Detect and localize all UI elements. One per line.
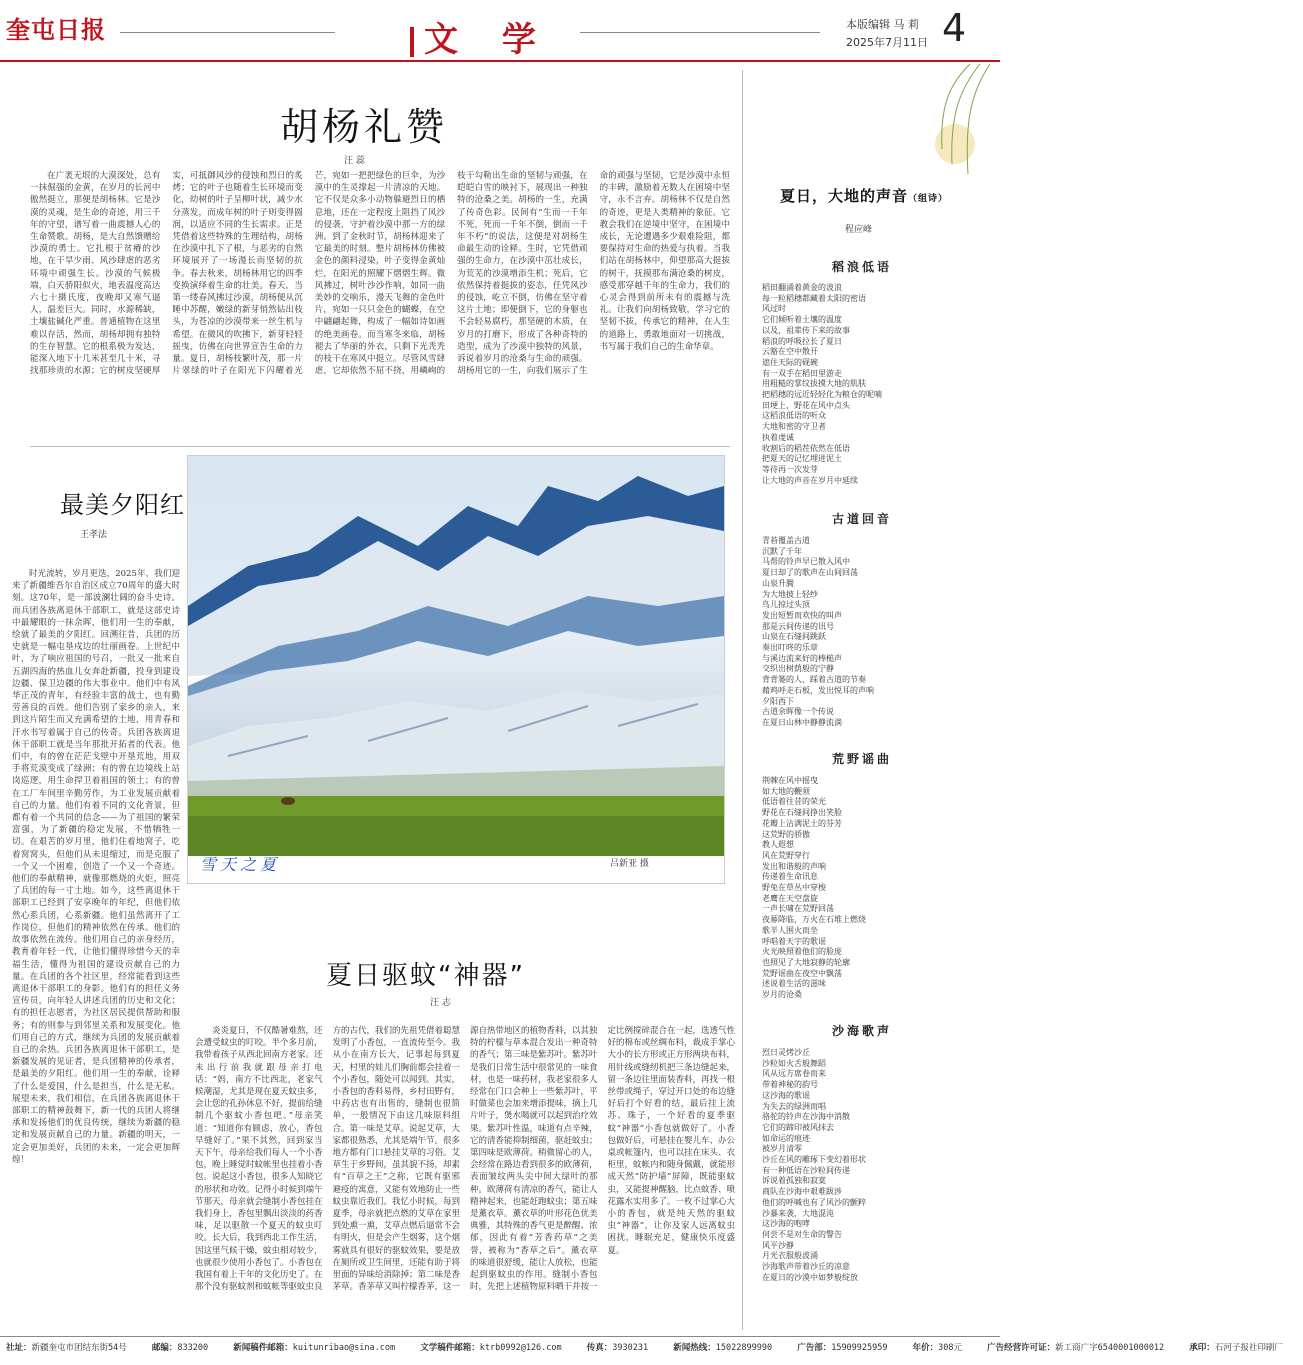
footer-key: 社址： <box>6 1343 32 1353</box>
poem4-lines <box>762 1048 866 1283</box>
article1-bottom-rule <box>30 446 730 447</box>
poem1-line: 让大地的声音在岁月中延续 <box>762 475 858 485</box>
poem2-line: 夕阳西下 <box>762 696 794 706</box>
poem2-line: 古道余晖像一个传说 <box>762 707 834 717</box>
poems-subtitle: （组诗） <box>908 194 949 204</box>
poem4-line: 骆驼的铃声在沙海中消散 <box>762 1112 850 1122</box>
section-label: 文 学 <box>424 20 552 60</box>
poem4-line: 有一种低语在沙粒间传递 <box>762 1165 850 1175</box>
poem3-line: 风在荒野穿行 <box>762 850 810 860</box>
editor-credit: 本版编辑 马 莉 <box>846 18 919 31</box>
poem1-line: 把稻穗的远近轻轻化为粮仓的呢喃 <box>762 390 882 400</box>
poems-title <box>780 185 948 206</box>
footer-item <box>420 1343 571 1353</box>
poem3-line: 歌半人围火而坐 <box>762 925 818 935</box>
poem2-line: 山泉在石缝间跳跃 <box>762 632 826 642</box>
poem2-line: 那是云间传递的讯号 <box>762 621 834 631</box>
poem3-line: 老鹰在天空盘旋 <box>762 893 818 903</box>
poem4-line: 它们的蹄印被风抹去 <box>762 1122 834 1132</box>
footer-item <box>673 1343 782 1353</box>
poem1-line: 风过时 <box>762 304 786 314</box>
article2-text: 时光流转，岁月更迭，2025年，我们迎来了新疆维吾尔自治区成立70周年的盛大时刻。这70年，是一部波澜壮阔的奋斗史诗。而兵团各族离退休干部职工，就是这部史诗中最耀眼的一抹余晖，他们用一生的奉献，绘就了最美的夕阳红。回溯往昔，兵团的历史就是一幅屯垦戍边的壮丽画卷。上世纪中叶，为了响应祖国的号召，一批又一批来自五湖四海的热血儿女奔赴新疆，投身到建设边疆、保卫边疆的伟大事业中。他们中有风华正茂的青年，有经验丰富的战士，也有勤劳善良的百姓。他们告别了家乡的亲人，来到这片陌生而又充满希望的土地，用青春和汗水书写着属于自己的传奇。兵团各族离退休干部职工就是当年那批开拓者的代表。他们中，有的曾在茫茫戈壁中开垦荒地，用双手将荒漠变成了绿洲；有的曾在边境线上站岗巡逻，用生命捍卫着祖国的领土；有的曾在工厂车间里辛勤劳作，为工业发展贡献着自己的力量。他们有着不同的文化背景，但都有着一个共同的信念——为了祖国的繁荣富强，为了新疆的稳定发展，不惜牺牲一切。在艰苦的岁月里，他们住着地窝子，吃着窝窝头，但他们从未退缩过，而是克服了一个又一个困难，创造了一个又一个奇迹。他们的奉献精神，就像那燃烧的火炬，照亮了兵团的每一寸土地。如今，这些离退休干部职工已经到了安享晚年的年纪，但他们依然心系兵团，心系新疆。他们虽然离开了工作岗位，但他们的精神依然在传承。他们的故事依然在流传。他们用自己的亲身经历，教育着年轻一代，让他们懂得珍惜今天的幸福生活，懂得为祖国的建设贡献自己的力量。在兵团的各个社区里，经常能看到这些离退休干部职工的身影。他们有的担任义务宣传员，向年轻人讲述兵团的历史和文化；有的担任志愿者，为社区居民提供帮助和服务；有的则参与到邻里关系和发展变化。他们用自己的方式，继续为兵团的发展贡献着自己的余热。兵团各族离退休干部职工，是新疆发展的见证者，是兵团精神的传承者，是最美的夕阳红。他们用一生的奉献，诠释了什么是爱国，什么是担当，什么是无私。展望未来，我们相信，在兵团各族离退休干部职工的精神鼓舞下，新一代的兵团人将继承和发扬他们的优良传统，继续为新疆的稳定和发展贡献自己的力量。新疆的明天，一定会更加美好，兵团的未来，一定会更加辉煌！ <box>12 569 180 1165</box>
poem4-line: 这沙海的咆哮 <box>762 1219 810 1229</box>
poem1-line: 它们倾听着土壤的温度 <box>762 315 842 325</box>
poem2-line: 鸟儿掠过头顶 <box>762 600 810 610</box>
footer-item <box>1189 1343 1293 1353</box>
poem1-line: 每一粒稻穗都藏着太阳的密语 <box>762 293 866 303</box>
poem3-heading: 荒野谣曲 <box>832 752 893 766</box>
footer-value: 15909925959 <box>831 1343 888 1353</box>
footer-key: 承印： <box>1189 1343 1215 1353</box>
footer-item <box>913 1343 972 1353</box>
masthead-logo: 奎屯日报 <box>6 16 106 44</box>
footer-value: 3930231 <box>612 1343 649 1353</box>
footer-key: 新闻稿件邮箱： <box>233 1343 293 1353</box>
footer-item <box>233 1343 405 1353</box>
poem4-line: 风平沙静 <box>762 1240 794 1250</box>
poem-column-divider <box>742 70 743 1330</box>
poem1-heading: 稻浪低语 <box>832 260 893 274</box>
section-title <box>410 12 560 60</box>
poem3-line: 发出和谐般的声响 <box>762 861 826 871</box>
poem2-line: 与溪边流来好的棒槌声 <box>762 653 842 663</box>
snow-mountain-image <box>188 456 724 883</box>
poem1-line: 田埂上，野花在风中点头 <box>762 400 850 410</box>
article2-title: 最美夕阳红 <box>60 491 185 519</box>
poem2-lines <box>762 536 874 729</box>
footer-value: 新疆奎屯市团结东街54号 <box>31 1343 127 1353</box>
poem2-line: 藉鸡呼走石板，发出悦耳的声响 <box>762 685 874 695</box>
poem2-line: 交织出树荫般的宁静 <box>762 664 834 674</box>
poem3-line: 呼唱着天宇的歌谣 <box>762 936 826 946</box>
photo-title: 雪天之夏 <box>200 855 281 874</box>
poem1-line: 遮住天际的砚碗 <box>762 357 818 367</box>
poem1-line: 把夏天的记忆埋进泥土 <box>762 454 842 464</box>
footer-info <box>6 1341 1283 1353</box>
poem1-lines <box>762 283 882 486</box>
footer-key: 广告经营许可证： <box>987 1343 1056 1353</box>
footer-key: 新闻热线： <box>673 1343 716 1353</box>
poem2-line: 沉默了千年 <box>762 546 802 556</box>
article3-author: 汪 志 <box>430 998 451 1008</box>
poem1-line: 收割后的稻茬依然在低语 <box>762 443 850 453</box>
poem4-line: 他们的呼喊也有了风沙的颤粹 <box>762 1197 866 1207</box>
footer-value: 石河子报社印刷厂 <box>1214 1343 1283 1353</box>
article2-body <box>12 568 180 1330</box>
article1-author: 汪 蕊 <box>344 156 365 166</box>
poem4-line: 商队在沙海中艰难跋涉 <box>762 1187 842 1197</box>
footer-value: ktrb0992@126.com <box>479 1343 562 1353</box>
poem3-line: 传递着生命讯息 <box>762 872 818 882</box>
footer-item <box>987 1343 1174 1353</box>
poem3-line: 夜幕降临，万火在石堆上燃烧 <box>762 915 866 925</box>
footer-item <box>6 1343 137 1353</box>
poem1-line: 等待再一次发芽 <box>762 464 818 474</box>
photo-credit: 吕新亚 摄 <box>610 859 649 869</box>
footer-key: 广告部： <box>797 1343 832 1353</box>
poems-title-text: 夏日，大地的声音 <box>780 187 909 205</box>
poem3-line: 低语着往昔的荣光 <box>762 797 826 807</box>
poem4-line: 月光衣服般波涌 <box>762 1251 818 1261</box>
poem4-line: 沙粒如火舌般舞蹈 <box>762 1058 826 1068</box>
poem4-line: 烈日灵烤沙丘 <box>762 1048 810 1057</box>
poem1-line: 以及，祖辈传下来的故事 <box>762 325 850 335</box>
poem4-line: 带着神秘的韵号 <box>762 1080 818 1090</box>
article1-text: 在广袤无垠的大漠深处，总有一抹倔强的金黄，在岁月的长河中傲然挺立，那便是胡杨林。它是沙漠的灵魂，是生命的奇迹，用三千年的守望，谱写着一曲震撼人心的生命赞歌。胡杨，是大自然馈赠给沙漠的勇士。它扎根于贫瘠的沙地，在干旱少雨、风沙肆虐的恶劣环境中顽强生长。沙漠的气候极端，白天骄阳似火，地表温度高达六七十摄氏度，夜晚却又寒气逼人，温差巨大。同时，水源稀缺，土壤盐碱化严重。普通植物在这里难以存活，然而，胡杨却拥有独特的生存智慧。它的根系极为发达，能深入地下十几米甚至几十米，寻找那珍贵的水源；它的树皮坚硬厚实，可抵御风沙的侵蚀和烈日的炙烤；它的叶子也随着生长环境而变化，幼树的叶子呈柳叶状，减少水分蒸发，而成年树的叶子则变得圆润，以适应不同的生长需求。正是凭借着这些特殊的生理结构，胡杨在沙漠中扎下了根，与恶劣的自然环境展开了一场漫长而坚韧的抗争。春去秋来，胡杨林用它的四季变换演绎着生命的壮美。春天，当第一缕春风拂过沙漠，胡杨便从沉睡中苏醒，嫩绿的新芽悄然钻出枝头，为苍凉的沙漠带来一丝生机与希望。在微风的吹拂下，新芽轻轻摇曳，仿佛在向世界宣告生命的力量。夏日，胡杨枝繁叶茂，那一片片翠绿的叶子在阳光下闪耀着光芒，宛如一把把绿色的巨伞，为沙漠中的生灵撑起一片清凉的天地。它不仅是众多小动物躲避烈日的栖息地，还在一定程度上阻挡了风沙的侵袭，守护着沙漠中那一方的绿洲。到了金秋时节，胡杨林迎来了它最美的时刻。整片胡杨林仿佛被金色的颜料浸染，叶子变得金黄灿烂，在阳光的照耀下熠熠生辉。微风拂过，树叶沙沙作响，如同一曲美妙的交响乐，漫天飞舞的金色叶片，宛如一只只金色的蝴蝶，在空中翩翩起舞，构成了一幅如诗如画的绝美画卷。而当寒冬来临，胡杨褪去了华丽的外衣，只剩下光秃秃的枝干在寒风中挺立。尽管风雪肆虐，它却依然不屈不挠，用嶙峋的枝干勾勒出生命的坚韧与顽强，在皑皑白雪的映衬下，展现出一种独特的沧桑之美。胡杨的一生，充满了传奇色彩。民间有“生而一千年不死，死而一千年不倒，倒而一千年不朽”的说法，这便是对胡杨生命最生动的诠释。生时，它凭借顽强的生命力，在沙漠中茁壮成长，为荒芜的沙漠增添生机；死后，它依然保持着挺拔的姿态，任凭风沙的侵蚀，屹立不倒，仿佛在坚守着这片土地；即便倒下，它的身躯也不会轻易腐朽，那坚硬的木质，在岁月的打磨下，形成了各种奇特的造型，成为了沙漠中独特的风景，诉说着岁月的沧桑与生命的顽强。胡杨用它的一生，向我们展示了生命的顽强与坚韧，它是沙漠中永恒的丰碑，激励着无数人在困境中坚守，永不言弃。胡杨林不仅是自然的奇迹，更是人类精神的象征。它教会我们在逆境中坚守，在困境中成长，无论遭遇多少艰难险阻，都要保持对生命的热爱与执着。当我们站在胡杨林中，仰望那高大挺拔的树干，抚摸那布满沧桑的树皮，感受那穿越千年的生命力，我们的心灵会得到前所未有的震撼与洗礼。让我们向胡杨致敬，学习它的坚韧不拔，传承它的精神，在人生的道路上，勇敢地面对一切挑战，书写属于我们自己的生命华章。 <box>30 171 730 377</box>
poem4-line: 沙暴来袭，大地混沌 <box>762 1208 834 1218</box>
issue-date: 2025年7月11日 <box>846 36 928 49</box>
poem4-line: 被岁月清零 <box>762 1144 802 1154</box>
poem1-line: 稻浪的呼吸拉长了夏日 <box>762 336 842 346</box>
footer-value: 833200 <box>177 1343 209 1353</box>
poem3-line: 花瓣上沾满泥土的芬芳 <box>762 818 842 828</box>
page-number: 4 <box>942 6 967 50</box>
poem1-line: 执着虔诚 <box>762 432 794 442</box>
poem2-line: 背背篓的人，踩着古道的节奏 <box>762 675 866 685</box>
poem4-line: 为失去的绿洲而唱 <box>762 1101 826 1111</box>
poem3-line: 荒野谣曲在夜空中飘荡 <box>762 968 842 978</box>
poem4-line: 如命运的痕迹 <box>762 1133 810 1143</box>
article1-title: 胡杨礼赞 <box>280 105 449 149</box>
article3-title: 夏日驱蚊“神器” <box>326 961 525 991</box>
poem4-heading: 沙海歌声 <box>832 1024 893 1038</box>
poem2-line: 青苔覆盖古道 <box>762 536 810 545</box>
poem1-line: 有一双手在稻田里游走 <box>762 368 842 378</box>
footer-value: 新工商广字6540001000012 <box>1055 1343 1165 1353</box>
poem3-line: 如大地的鞭须 <box>762 786 810 796</box>
section-bar-icon <box>410 27 414 57</box>
poem1-line: 用粗糙的掌纹拔摸大地的肌肤 <box>762 379 866 389</box>
willow-decoration-icon <box>870 64 996 184</box>
footer-key: 邮编： <box>151 1343 178 1353</box>
footer-item <box>797 1343 897 1353</box>
poem2-line: 奏出叮咚的乐章 <box>762 643 818 653</box>
footer-item <box>587 1343 658 1353</box>
poem1-line: 大地和密的守卫者 <box>762 422 826 432</box>
poem3-line: 也照见了大地寂静的轮廓 <box>762 957 850 967</box>
footer-value: 15022899990 <box>715 1343 773 1353</box>
header-divider-right <box>580 32 820 33</box>
header-rule <box>0 60 1000 62</box>
poem2-line: 夏日却了的歌声在山间回荡 <box>762 568 858 578</box>
article3-text: 炎炎夏日，不仅酷暑难熬，还会遭受蚊虫的叮咬。半个多月前，我带着孩子从西北回南方老家。还未出行前我就跟母亲打电话：“妈，南方不比西北，老家气候潮湿，尤其是现在夏天蚊虫多，会让您的孔孙休息不好，提前给缝制几个驱蚊小香包吧。”母亲笑道：“知道你有顾虑，放心，香包早缝好了。”果不其然，回到家当天下午，母亲给我们每人一个小香包，晚上睡觉时蚊帐里也挂着小香包。说起这小香包，很多人知晓它的形状和功效。记得小时候到端午节那天，母亲就会缝制小香包挂在我们身上，香包里飘出淡淡的药香味，足以驱散一个夏天的蚊虫叮咬。长大后，我到西北工作生活，因这里气候干燥，蚊虫相对较少，也就很少使用小香包了。小香包在我国有着上千年的文化历史了。在那个没有驱蚊剂和蚊帐等驱蚊虫良方的古代，我们的先祖凭借着聪慧发明了小香包，一直流传至今。我从小在南方长大，记事起每到夏天，村里的娃儿们胸前都会挂着一个小香包，随处可以闻到。其实，小香包的香料易得，乡村田野有，中药店也有出售的，缝制也很简单，一般情况下由这几味原料组合。第一味是艾草。说起艾草，大家都很熟悉，尤其是端午节。很多地方都有门口悬挂艾草的习俗。艾草生于乡野间，虽其貌不扬，却素有“百草之王”之称，它既有驱邪避疫的寓意，又能有效地防止一些蚊虫靠近我们。我忆小时候，每到夏季，母亲就把点燃的艾草在家里到处熏一熏，艾草点燃后逼常不会有明火，但是会产生烟雾，这个烟雾就具有很好的驱蚊效果，要是放在厕所或卫生间里，还能有助于将里面的异味给消除掉；第二味是香茅草。香茅草又叫柠檬香茅，这一源自热带地区的植物香料，以其独特的柠檬与草本混合发出一种奇特的香气；第三味是紫苏叶。紫苏叶是我们日常生活中很常见的一味食材，也是一味药材，我老家很多人经常在门口会种上一些紫苏叶，平时做菜也会加来增添提味，摘上几片叶子，煲水喝就可以起到治疗效果。紫苏叶性温，味道有点辛辣，它的清香能抑制细菌，驱赶蚊虫；第四味是欧薄荷。稍微留心的人，会经常在路边看到很多的欧薄荷，表面皱纹两头尖中间大绿叶的那种。欧薄荷有清凉的香气，能让人精神起来，也能赶跑蚊虫；第五味是薰衣草。薰衣草的叶形花色优美典雅，其特殊的香气更是醉醒、浓郁，因此有着“芳香药草”之美誉，被称为“香草之后”。薰衣草的味道很舒缓，能让人放松，也能起到驱蚊虫的作用。缝制小香包时，先把上述植物原料晒干并按一定比例搅碎混合在一起，选透气性好的棉布或丝绸布料，裁成手掌心大小的长方形或正方形两块布料，用针线或缝纫机把三条边缝起来，留一条边往里面装香料，再找一根丝带或绳子，穿过开口处的布边缝好后打个好看的结，最后挂上流苏、珠子，一个好看的夏季驱蚊“神器”小香包就做好了。小香包做好后，可悬挂在婴儿车、办公桌或帐篷内，也可以挂在床头、衣柜里，蚊帐内和随身佩戴，就能形成天然“防护墙”屏障，既能驱蚊虫，又能提神醒脑，比点蚊香、喷花露水实用多了。一枚不过掌心大小的香包，就是纯天然的驱蚊虫“神器”，让你及家人远离蚊虫困扰，睡眠充足，健康快乐度盛夏。 <box>195 1026 736 1293</box>
poem2-line: 发出短暂而欢快的叫声 <box>762 610 842 620</box>
article2-author: 王孝法 <box>80 530 108 540</box>
footer-key: 年价： <box>912 1343 939 1353</box>
poem3-line: 教人遐想 <box>762 840 794 850</box>
footer-key: 文学稿件邮箱： <box>420 1343 480 1353</box>
poem3-line: 述说着生活的滋味 <box>762 979 826 989</box>
poem4-line: 沙丘在风的雕琢下变幻着形状 <box>762 1155 866 1165</box>
poem4-line: 诉说着孤独和寂寞 <box>762 1176 826 1186</box>
poem3-line: 这荒野的骄傲 <box>762 829 810 839</box>
poem4-line: 沙海歌声带着沙丘的凉意 <box>762 1262 850 1272</box>
poem4-line: 何尝不是对生命的警告 <box>762 1229 842 1239</box>
poem3-line: 岁月的沧桑 <box>762 990 802 1000</box>
poem2-heading: 古道回音 <box>832 512 893 526</box>
poem2-line: 马帮的铃声早已散入风中 <box>762 557 850 567</box>
poem3-line: 荆棘在风中摇曳 <box>762 776 818 785</box>
poem3-line: 火光映照着他们的脸庞 <box>762 947 842 957</box>
poem2-line: 山泉升腾 <box>762 578 794 588</box>
poem3-line: 野花在石缝间挣出笑脸 <box>762 808 842 818</box>
footer-key: 传真： <box>586 1343 613 1353</box>
poem2-line: 在夏日山林中静静流淌 <box>762 717 842 727</box>
poem4-line: 这沙海的歌谣 <box>762 1090 810 1100</box>
article3-body <box>195 1025 735 1330</box>
article1-body <box>30 170 730 440</box>
header-divider-left <box>120 32 335 33</box>
poem3-line: 一声长啸在荒野回荡 <box>762 904 834 914</box>
poem4-line: 风从远方席卷而来 <box>762 1069 826 1079</box>
footer-value: kuitunribao@sina.com <box>292 1343 396 1353</box>
poem1-line: 稻田翻涌着黄金的波浪 <box>762 283 842 292</box>
footer-item <box>152 1343 218 1353</box>
poem4-line: 在夏日的沙漠中如梦般绽放 <box>762 1272 858 1282</box>
poem2-line: 为大地披上轻纱 <box>762 589 818 599</box>
footer-rule <box>0 1336 1000 1337</box>
poems-author: 程应峰 <box>845 225 873 235</box>
landscape-photo <box>187 455 725 884</box>
poem1-line: 云豁在空中散开 <box>762 347 818 357</box>
poem3-line: 野兔在草丛中穿梭 <box>762 883 826 893</box>
footer-value: 308元 <box>938 1343 962 1353</box>
poem1-line: 这稻浪低语的听众 <box>762 411 826 421</box>
poem3-lines <box>762 776 866 1001</box>
